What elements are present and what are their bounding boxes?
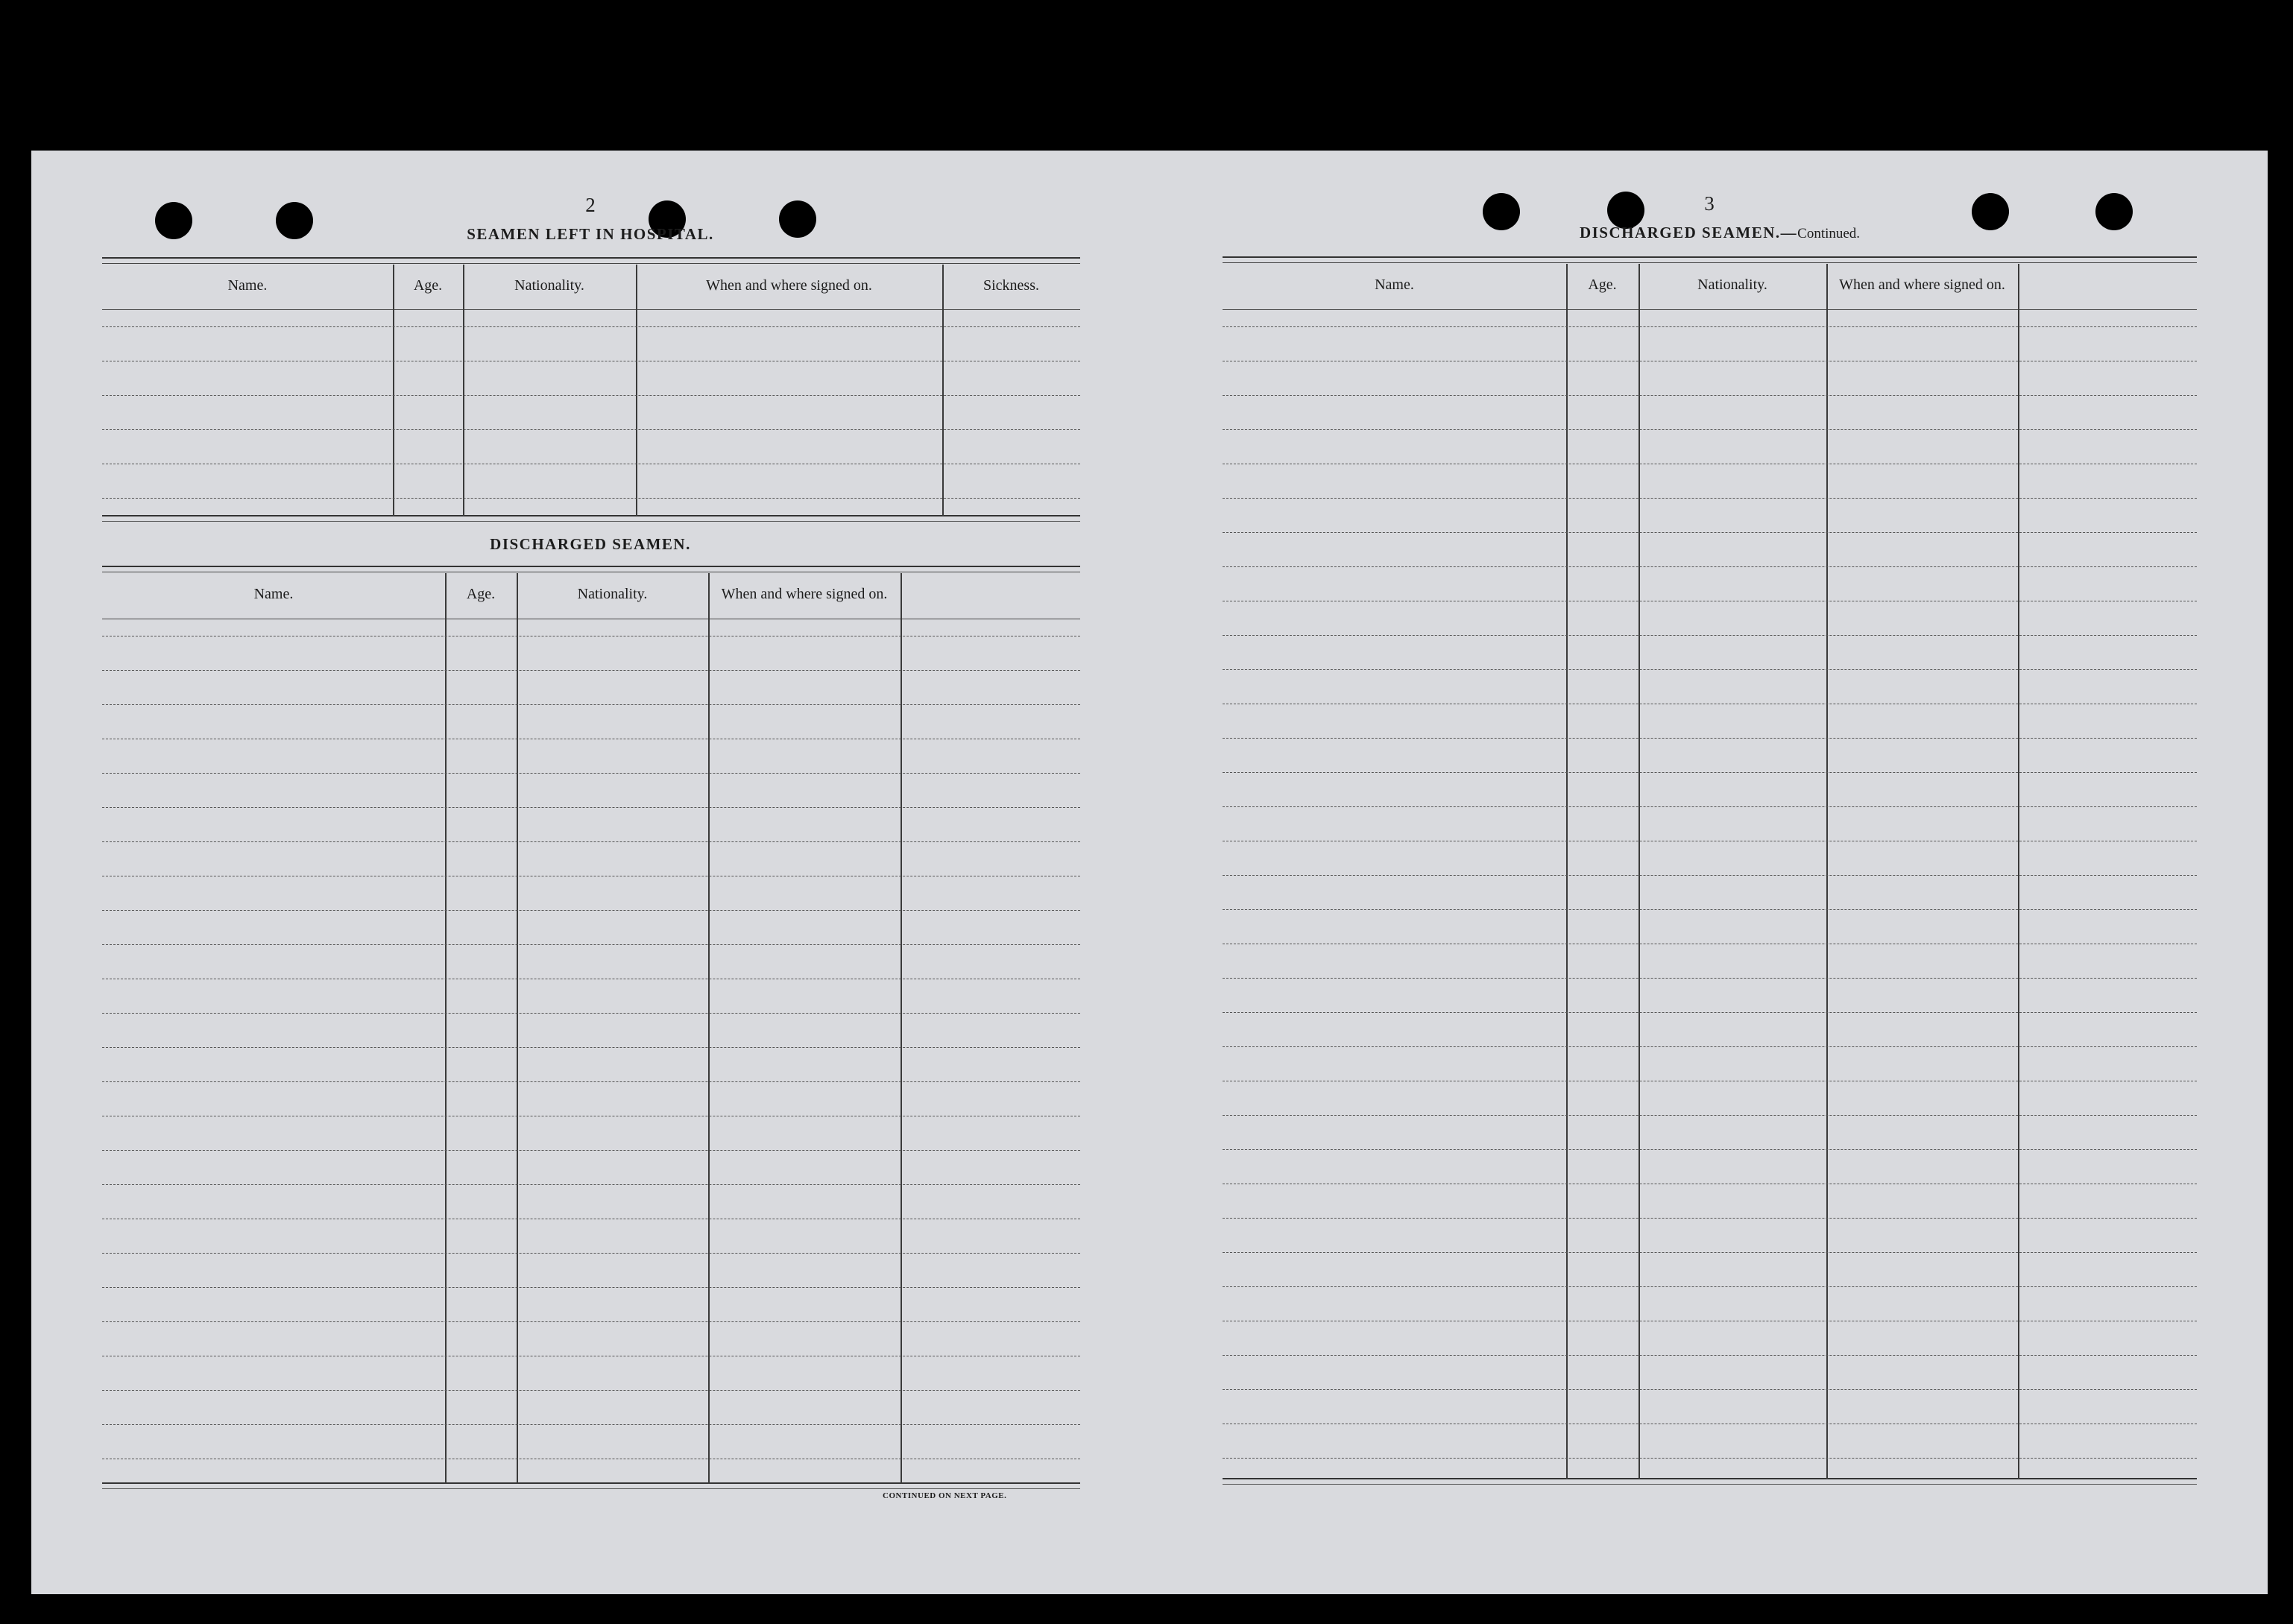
table-row xyxy=(1223,738,2197,739)
table-row xyxy=(1223,978,2197,979)
table-row xyxy=(102,1287,1080,1288)
table-top-rule xyxy=(102,257,1080,264)
column-divider xyxy=(1566,264,1568,1479)
continued-note: CONTINUED ON NEXT PAGE. xyxy=(883,1491,1007,1500)
discharged-continued-title-main: DISCHARGED SEAMEN.— xyxy=(1579,224,1798,241)
table-row xyxy=(1223,1355,2197,1356)
column-header: Name. xyxy=(1375,277,1414,293)
header-underline xyxy=(1223,309,2197,310)
column-divider xyxy=(942,265,944,516)
table-row xyxy=(1223,498,2197,499)
table-row xyxy=(1223,1012,2197,1013)
table-row xyxy=(1223,566,2197,567)
column-divider xyxy=(517,573,518,1484)
table-row xyxy=(1223,326,2197,327)
table-row xyxy=(102,429,1080,430)
table-row xyxy=(1223,1286,2197,1287)
table-row xyxy=(102,498,1080,499)
discharged-continued-title-suffix: Continued. xyxy=(1797,226,1861,241)
column-divider xyxy=(393,265,394,516)
column-divider xyxy=(2018,264,2019,1479)
punch-hole xyxy=(1972,193,2009,230)
table-row xyxy=(102,910,1080,911)
table-bottom-rule xyxy=(1223,1478,2197,1485)
hospital-section-title: SEAMEN LEFT IN HOSPITAL. xyxy=(467,225,714,243)
header-underline xyxy=(102,309,1080,310)
table-row xyxy=(102,1081,1080,1082)
hospital-table xyxy=(102,257,1080,519)
table-row xyxy=(1223,669,2197,670)
table-row xyxy=(102,1253,1080,1254)
page-number-right: 3 xyxy=(1704,192,1715,215)
punch-hole xyxy=(1483,193,1520,230)
column-divider xyxy=(1638,264,1640,1479)
column-header: Nationality. xyxy=(514,277,584,294)
discharged-continued-table xyxy=(1223,256,2197,1482)
column-divider xyxy=(636,265,637,516)
discharged-table xyxy=(102,566,1080,1487)
page-number-left: 2 xyxy=(585,194,596,216)
table-row xyxy=(102,1013,1080,1014)
discharged-continued-title xyxy=(1580,224,1860,242)
column-header: Name. xyxy=(253,586,294,602)
table-row xyxy=(1223,395,2197,396)
column-divider xyxy=(463,265,464,516)
column-divider xyxy=(445,573,447,1484)
column-header: When and where signed on. xyxy=(721,586,888,602)
column-header: Nationality. xyxy=(1697,277,1767,293)
table-row xyxy=(1223,1115,2197,1116)
column-header: Age. xyxy=(1588,277,1617,293)
table-row xyxy=(102,841,1080,842)
table-top-rule xyxy=(1223,256,2197,263)
table-row xyxy=(1223,1218,2197,1219)
table-row xyxy=(102,670,1080,671)
column-divider xyxy=(901,573,902,1484)
column-header: When and where signed on. xyxy=(1839,277,2005,293)
table-row xyxy=(102,1321,1080,1322)
table-row xyxy=(1223,806,2197,807)
punch-hole xyxy=(155,202,192,239)
table-row xyxy=(1223,772,2197,773)
punch-hole xyxy=(779,200,816,238)
column-divider xyxy=(1826,264,1828,1479)
table-row xyxy=(102,807,1080,808)
table-row xyxy=(1223,1149,2197,1150)
table-row xyxy=(1223,429,2197,430)
table-row xyxy=(1223,1389,2197,1390)
column-header: When and where signed on. xyxy=(706,277,872,294)
punch-hole xyxy=(276,202,313,239)
table-row xyxy=(102,704,1080,705)
column-header: Age. xyxy=(466,586,496,602)
table-row xyxy=(102,1390,1080,1391)
table-row xyxy=(102,1184,1080,1185)
table-row xyxy=(1223,909,2197,910)
table-top-rule xyxy=(102,566,1080,572)
table-row xyxy=(1223,1046,2197,1047)
table-bottom-rule xyxy=(102,515,1080,522)
table-row xyxy=(1223,635,2197,636)
table-bottom-rule xyxy=(102,1482,1080,1489)
table-row xyxy=(1223,875,2197,876)
table-row xyxy=(102,944,1080,945)
table-row xyxy=(102,1424,1080,1425)
column-header: Age. xyxy=(413,277,443,294)
table-row xyxy=(102,326,1080,327)
table-row xyxy=(102,395,1080,396)
column-divider xyxy=(708,573,710,1484)
table-row xyxy=(102,1150,1080,1151)
scanned-form-spread xyxy=(31,151,2268,1594)
discharged-section-title: DISCHARGED SEAMEN. xyxy=(490,535,691,553)
column-header: Name. xyxy=(227,277,268,294)
table-row xyxy=(102,773,1080,774)
table-row xyxy=(1223,1252,2197,1253)
table-row xyxy=(1223,532,2197,533)
column-header: Sickness. xyxy=(983,277,1039,294)
table-row xyxy=(1223,1458,2197,1459)
column-header: Nationality. xyxy=(577,586,648,602)
table-row xyxy=(102,1047,1080,1048)
punch-hole xyxy=(2095,193,2133,230)
